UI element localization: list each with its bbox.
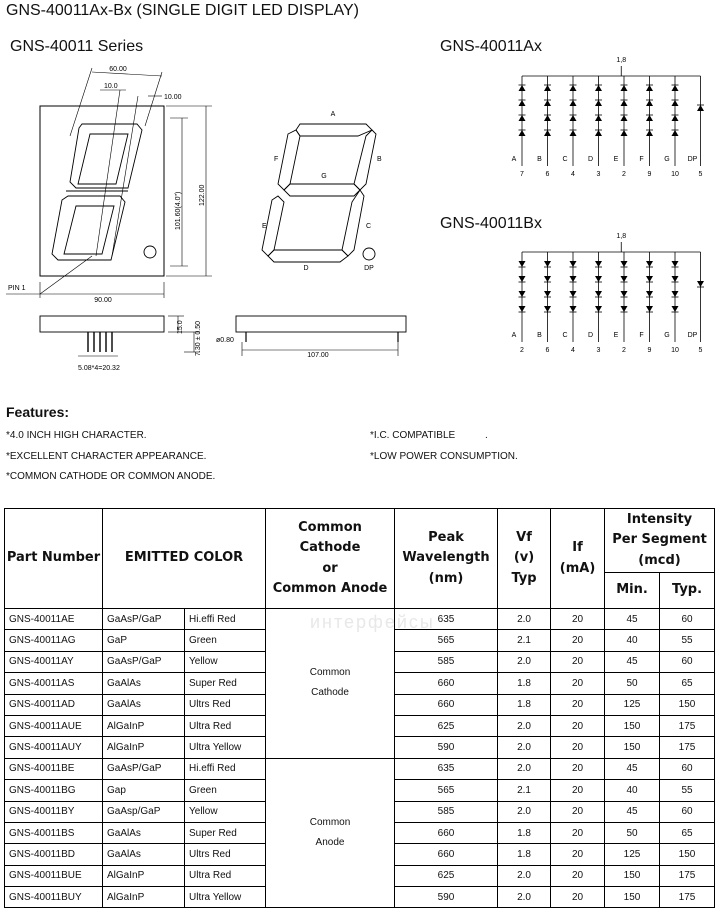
cell-material: GaAsp/GaP (103, 801, 185, 822)
led-diode (621, 276, 628, 282)
led-diode (646, 276, 653, 282)
cell-intensity-min: 150 (605, 865, 660, 886)
header-typ: Typ. (660, 573, 715, 609)
cell-vf: 2.0 (498, 715, 551, 736)
cell-part-number: GNS-40011AS (5, 673, 103, 694)
led-diode (519, 85, 526, 91)
led-diode (595, 130, 602, 136)
cell-material: GaAlAs (103, 822, 185, 843)
cell-intensity-min: 150 (605, 887, 660, 908)
cell-intensity-typ: 175 (660, 737, 715, 758)
seg-label-d: D (303, 265, 309, 272)
pin-number: 3 (596, 347, 601, 354)
cell-color: Ultra Yellow (185, 737, 266, 758)
led-diode (570, 306, 577, 312)
led-diode (646, 100, 653, 106)
circuit-b-title: GNS-40011Bx (440, 215, 542, 232)
header-intensity (605, 509, 715, 573)
cell-color: Ultrs Red (185, 844, 266, 865)
cell-if: 20 (551, 651, 605, 672)
cell-wavelength: 590 (395, 737, 498, 758)
cell-intensity-min: 45 (605, 758, 660, 779)
cell-color: Hi.effi Red (185, 758, 266, 779)
cell-intensity-min: 40 (605, 780, 660, 801)
pin-number: 6 (545, 347, 550, 354)
segment-label: F (639, 156, 644, 163)
cell-wavelength: 660 (395, 694, 498, 715)
cell-vf: 1.8 (498, 844, 551, 865)
cell-material: GaAlAs (103, 673, 185, 694)
led-diode (646, 115, 653, 121)
led-diode (519, 306, 526, 312)
cell-wavelength: 565 (395, 780, 498, 801)
cell-part-number: GNS-40011AUY (5, 737, 103, 758)
led-diode (570, 261, 577, 267)
feature-item: *EXCELLENT CHARACTER APPEARANCE. (6, 451, 207, 462)
seg-label-f: F (274, 156, 279, 163)
led-diode (595, 306, 602, 312)
segment-label: DP (687, 332, 698, 339)
header-vf-line: Typ (511, 570, 537, 586)
segment-label: A (511, 156, 517, 163)
cell-wavelength: 585 (395, 651, 498, 672)
cell-if: 20 (551, 715, 605, 736)
dim-length: 107.00 (307, 352, 329, 359)
side-body (40, 316, 164, 332)
common-mode-line: Anode (315, 837, 345, 849)
cell-if: 20 (551, 694, 605, 715)
segment-label: B (537, 156, 542, 163)
common-pins-label: 1,8 (616, 233, 627, 240)
led-diode (672, 306, 679, 312)
segment-label: D (587, 156, 594, 163)
segment-label: E (613, 156, 619, 163)
common-pins-label: 1,8 (616, 57, 627, 64)
header-common (266, 509, 395, 609)
cell-intensity-typ: 55 (660, 630, 715, 651)
seg-label-c: C (366, 223, 372, 230)
cell-color: Yellow (185, 801, 266, 822)
pin-number: 4 (571, 171, 575, 178)
circuit-a-title: GNS-40011Ax (440, 38, 542, 55)
cell-wavelength: 635 (395, 758, 498, 779)
led-diode (570, 291, 577, 297)
cell-wavelength: 660 (395, 673, 498, 694)
cell-if: 20 (551, 758, 605, 779)
cell-vf: 1.8 (498, 822, 551, 843)
cell-vf: 2.0 (498, 651, 551, 672)
header-vf (498, 509, 551, 609)
led-diode (519, 261, 526, 267)
cell-vf: 1.8 (498, 673, 551, 694)
cell-if: 20 (551, 780, 605, 801)
segment-label: B (537, 332, 542, 339)
header-intensity-line: Per Segment (612, 532, 707, 548)
led-diode (646, 291, 653, 297)
cell-if: 20 (551, 887, 605, 908)
cell-if: 20 (551, 737, 605, 758)
series-title: GNS-40011 Series (10, 38, 144, 55)
cell-color: Super Red (185, 822, 266, 843)
cell-intensity-typ: 55 (660, 780, 715, 801)
cell-part-number: GNS-40011BUE (5, 865, 103, 886)
pin-number: 5 (698, 347, 703, 354)
cell-intensity-min: 50 (605, 673, 660, 694)
header-part-number: Part Number (5, 509, 103, 609)
cell-material: Gap (103, 780, 185, 801)
cell-vf: 2.0 (498, 865, 551, 886)
led-diode (646, 261, 653, 267)
header-intensity-line: Intensity (626, 512, 693, 528)
feature-item: *COMMON CATHODE OR COMMON ANODE. (6, 471, 216, 482)
segment-label: F (639, 332, 644, 339)
header-if (551, 509, 605, 609)
led-diode (672, 85, 679, 91)
spec-table (4, 508, 715, 908)
segment-label: G (664, 156, 670, 163)
cell-intensity-min: 40 (605, 630, 660, 651)
cell-if: 20 (551, 865, 605, 886)
cell-color: Hi.effi Red (185, 609, 266, 630)
led-diode (519, 100, 526, 106)
cell-intensity-min: 45 (605, 801, 660, 822)
cell-part-number: GNS-40011AY (5, 651, 103, 672)
header-peak-line: Peak (428, 530, 464, 546)
header-intensity-line: (mcd) (638, 552, 681, 568)
cell-part-number: GNS-40011BY (5, 801, 103, 822)
led-diode (672, 115, 679, 121)
features-section (6, 404, 706, 428)
cell-material: GaAlAs (103, 844, 185, 865)
header-min: Min. (605, 573, 660, 609)
feature-stray-dot: . (485, 430, 488, 441)
led-diode (544, 291, 551, 297)
dim-slant: 10.00 (164, 94, 182, 101)
page-title: GNS-40011Ax-Bx (SINGLE DIGIT LED DISPLAY) (6, 2, 359, 19)
dim-thickness: 15.0 (177, 320, 184, 334)
cell-wavelength: 565 (395, 630, 498, 651)
dim-pitch: 5.08*4=20.32 (78, 365, 120, 372)
cell-if: 20 (551, 673, 605, 694)
dim-char-height: 101.60(4.0") (175, 191, 182, 230)
cell-intensity-typ: 60 (660, 651, 715, 672)
cell-intensity-typ: 65 (660, 673, 715, 694)
cell-material: AlGaInP (103, 715, 185, 736)
segment-label: DP (687, 156, 698, 163)
led-diode (621, 130, 628, 136)
cell-if: 20 (551, 844, 605, 865)
front-dp-circle (144, 246, 156, 258)
cell-intensity-typ: 150 (660, 694, 715, 715)
cell-wavelength: 660 (395, 844, 498, 865)
cell-part-number: GNS-40011AUE (5, 715, 103, 736)
dim-width-top: 60.00 (109, 66, 127, 73)
cell-material: AlGaInP (103, 865, 185, 886)
header-if-line: (mA) (559, 560, 596, 576)
pin-number: 9 (647, 171, 652, 178)
cell-color: Super Red (185, 673, 266, 694)
led-diode (621, 261, 628, 267)
cell-wavelength: 660 (395, 822, 498, 843)
dim-seg-width: 10.0 (104, 83, 118, 90)
seg-label-e: E (262, 223, 267, 230)
cell-color: Ultra Yellow (185, 887, 266, 908)
cell-intensity-typ: 150 (660, 844, 715, 865)
cell-intensity-typ: 65 (660, 822, 715, 843)
led-diode (570, 276, 577, 282)
cell-intensity-typ: 175 (660, 865, 715, 886)
cell-wavelength: 635 (395, 609, 498, 630)
cell-intensity-min: 45 (605, 609, 660, 630)
pin-number: 2 (622, 171, 626, 178)
cell-vf: 2.0 (498, 887, 551, 908)
header-vf-line: Vf (516, 530, 532, 546)
led-diode (570, 100, 577, 106)
cell-intensity-min: 125 (605, 844, 660, 865)
cell-if: 20 (551, 609, 605, 630)
led-diode (570, 85, 577, 91)
cell-material: GaP (103, 630, 185, 651)
cell-color: Yellow (185, 651, 266, 672)
cell-wavelength: 590 (395, 887, 498, 908)
cell-vf: 2.1 (498, 780, 551, 801)
cell-part-number: GNS-40011AD (5, 694, 103, 715)
pin-number: 6 (545, 171, 550, 178)
header-peak-line: Wavelength (402, 550, 490, 566)
segment-digit (262, 124, 376, 262)
pin-number: 5 (698, 171, 703, 178)
led-diode (621, 85, 628, 91)
pin-number: 2 (520, 347, 524, 354)
cell-part-number: GNS-40011BD (5, 844, 103, 865)
dim-height: 122.00 (199, 184, 206, 206)
cell-color: Ultrs Red (185, 694, 266, 715)
cell-if: 20 (551, 801, 605, 822)
dim-pin-dia: ø0.80 (216, 337, 234, 344)
cell-if: 20 (551, 630, 605, 651)
led-diode (544, 130, 551, 136)
pin-number: 2 (622, 347, 626, 354)
cell-part-number: GNS-40011BUY (5, 887, 103, 908)
feature-item: *4.0 INCH HIGH CHARACTER. (6, 430, 147, 441)
header-common-line: or (322, 560, 338, 576)
led-diode (595, 276, 602, 282)
cell-vf: 1.8 (498, 694, 551, 715)
led-diode (646, 85, 653, 91)
led-diode (621, 100, 628, 106)
led-diode (621, 115, 628, 121)
cell-material: AlGaInP (103, 737, 185, 758)
cell-intensity-typ: 60 (660, 801, 715, 822)
led-diode (544, 276, 551, 282)
cell-part-number: GNS-40011BS (5, 822, 103, 843)
header-emitted-color: EMITTED COLOR (103, 509, 266, 609)
mechanical-drawing (0, 56, 430, 386)
pin-number: 10 (671, 347, 679, 354)
cell-if: 20 (551, 822, 605, 843)
segment-label: E (613, 332, 619, 339)
header-vf-line: (v) (513, 550, 535, 566)
segment-label: D (587, 332, 594, 339)
pin-number: 3 (596, 171, 601, 178)
cell-material: GaAsP/GaP (103, 609, 185, 630)
led-diode (544, 261, 551, 267)
segment-label: A (511, 332, 517, 339)
led-diode (672, 261, 679, 267)
led-diode (621, 291, 628, 297)
cell-material: AlGaInP (103, 887, 185, 908)
led-diode (519, 115, 526, 121)
segment-dp-circle (363, 248, 375, 260)
side-pins (88, 332, 112, 352)
led-diode (544, 85, 551, 91)
cell-vf: 2.0 (498, 758, 551, 779)
led-diode (672, 130, 679, 136)
segment-label: C (562, 156, 568, 163)
cell-part-number: GNS-40011AG (5, 630, 103, 651)
pin-number: 10 (671, 171, 679, 178)
led-diode (595, 115, 602, 121)
cell-common-mode (266, 758, 395, 908)
circuit-b-diagram (500, 226, 714, 361)
feature-item: *I.C. COMPATIBLE (370, 430, 456, 441)
spec-table-body (5, 609, 715, 908)
led-diode (621, 306, 628, 312)
led-diode (519, 291, 526, 297)
cell-vf: 2.0 (498, 609, 551, 630)
cell-wavelength: 585 (395, 801, 498, 822)
table-row (5, 758, 715, 779)
cell-intensity-min: 50 (605, 822, 660, 843)
bottom-body (236, 316, 406, 332)
led-diode (646, 130, 653, 136)
features-heading: Features: (6, 404, 70, 420)
header-common-line: Common Cathode (298, 520, 362, 556)
led-diode (570, 130, 577, 136)
cell-intensity-min: 150 (605, 715, 660, 736)
common-mode-line: Common (309, 667, 351, 679)
common-mode-line: Common (309, 817, 351, 829)
cell-intensity-typ: 175 (660, 887, 715, 908)
led-diode (595, 85, 602, 91)
pin-number: 4 (571, 347, 575, 354)
led-diode (544, 115, 551, 121)
cell-intensity-typ: 175 (660, 715, 715, 736)
led-diode (672, 291, 679, 297)
segment-label: C (562, 332, 568, 339)
header-if-line: If (572, 540, 583, 556)
cell-vf: 2.0 (498, 801, 551, 822)
cell-color: Green (185, 630, 266, 651)
header-peak-line: (nm) (428, 570, 464, 586)
circuit-a-diagram (500, 50, 714, 185)
dim-pin-len: 7.30 ± 0.50 (195, 321, 202, 356)
cell-intensity-min: 125 (605, 694, 660, 715)
cell-color: Ultra Red (185, 715, 266, 736)
cell-part-number: GNS-40011BE (5, 758, 103, 779)
led-diode (672, 100, 679, 106)
cell-intensity-min: 45 (605, 651, 660, 672)
cell-intensity-typ: 60 (660, 609, 715, 630)
pin-number: 7 (520, 171, 524, 178)
led-diode (646, 306, 653, 312)
cell-intensity-min: 150 (605, 737, 660, 758)
cell-color: Ultra Red (185, 865, 266, 886)
led-diode (595, 291, 602, 297)
feature-item: *LOW POWER CONSUMPTION. (370, 451, 518, 462)
led-diode (544, 100, 551, 106)
led-diode (519, 130, 526, 136)
cell-part-number: GNS-40011AE (5, 609, 103, 630)
cell-wavelength: 625 (395, 715, 498, 736)
led-diode (697, 281, 704, 287)
led-diode (595, 100, 602, 106)
cell-material: GaAsP/GaP (103, 758, 185, 779)
header-peak-wavelength (395, 509, 498, 609)
seg-label-dp: DP (364, 265, 374, 272)
led-diode (697, 105, 704, 111)
front-digit-outline (52, 124, 142, 260)
common-mode-line: Cathode (311, 687, 349, 699)
seg-label-g: G (321, 173, 327, 180)
cell-material: GaAlAs (103, 694, 185, 715)
header-common-line: Common Anode (272, 580, 388, 596)
cell-vf: 2.1 (498, 630, 551, 651)
pin-number: 9 (647, 347, 652, 354)
led-diode (570, 115, 577, 121)
segment-label: G (664, 332, 670, 339)
watermark: интерфейсы (310, 612, 435, 632)
seg-label-b: B (377, 156, 382, 163)
cell-intensity-typ: 60 (660, 758, 715, 779)
cell-material: GaAsP/GaP (103, 651, 185, 672)
led-diode (544, 306, 551, 312)
seg-label-a: A (330, 111, 336, 118)
cell-wavelength: 625 (395, 865, 498, 886)
cell-color: Green (185, 780, 266, 801)
dim-width: 90.00 (94, 297, 112, 304)
led-diode (519, 276, 526, 282)
led-diode (595, 261, 602, 267)
led-diode (672, 276, 679, 282)
cell-part-number: GNS-40011BG (5, 780, 103, 801)
pin1-label: PIN 1 (8, 285, 26, 292)
cell-vf: 2.0 (498, 737, 551, 758)
